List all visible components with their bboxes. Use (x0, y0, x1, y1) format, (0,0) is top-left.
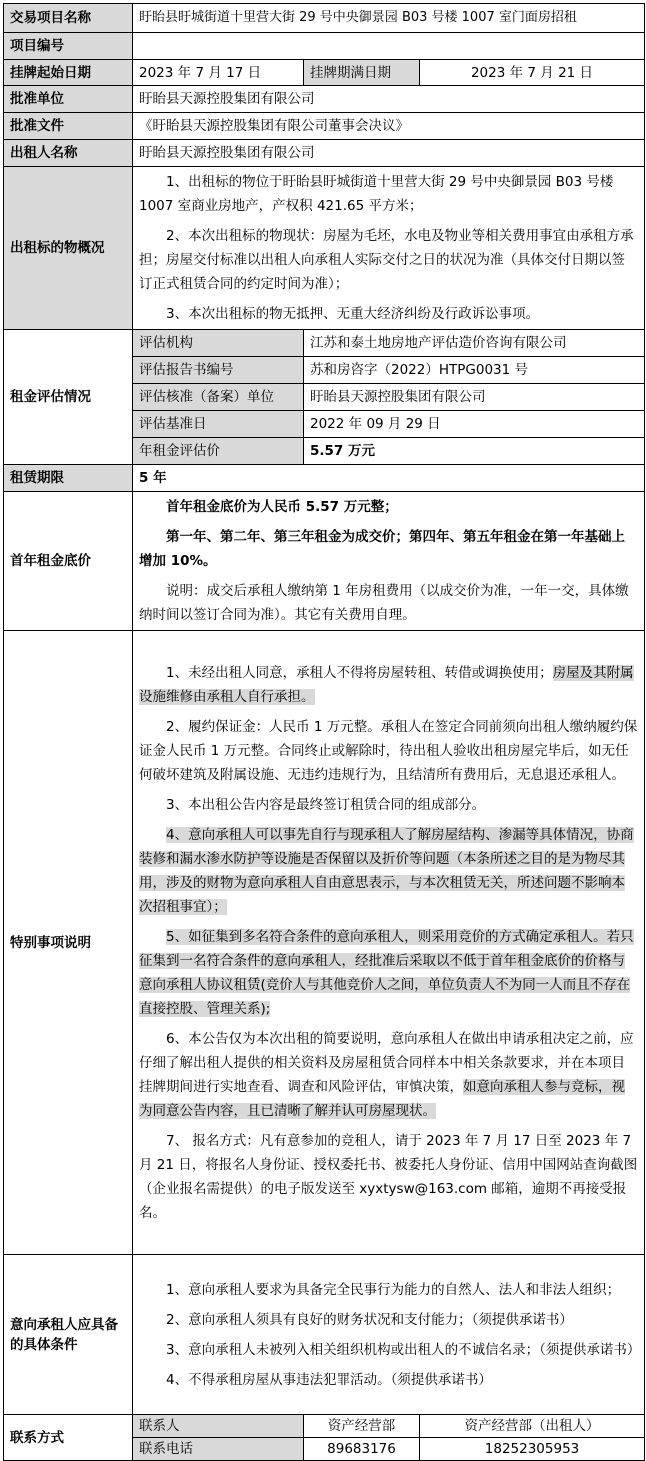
contact-phone-value-2: 18252305953 (420, 1438, 645, 1461)
special-para-2: 2、履约保证金：人民币 1 万元整。承租人在签定合同前须向出租人缴纳履约保证金人民币 1 万元整。合同终止或解除时，待出租人验收出租房屋完毕后，如无任何破坏建筑及附属设施、无违约违规行为，且结清所有费用后，无息退还承租人。 (139, 718, 638, 783)
base-price-line-2: 第一年、第二年、第三年租金为成交价；第四年、第五年租金在第一年基础上增加 10%。 (139, 529, 625, 569)
valuation-key-base-date: 评估基准日 (133, 411, 304, 438)
special-para-3: 3、本出租公告内容是最终签订租赁合同的组成部分。 (166, 796, 486, 813)
valuation-value-base-date: 2022 年 09 月 29 日 (304, 411, 645, 438)
contact-label: 联系方式 (4, 1415, 133, 1461)
valuation-value-annual-rent: 5.57 万元 (304, 438, 645, 465)
end-date-label: 挂牌期满日期 (304, 60, 420, 86)
overview-para-3: 3、本次出租标的物无抵押、无重大经济纠纷及行政诉讼事项。 (166, 306, 540, 322)
project-name-label: 交易项目名称 (4, 4, 133, 33)
project-no-label: 项目编号 (4, 33, 133, 60)
conditions-para-2: 2、意向承租人须具有良好的财务状况和支付能力；（须提供承诺书） (166, 1311, 573, 1328)
valuation-key-annual-rent: 年租金评估价 (133, 438, 304, 465)
approval-unit-label: 批准单位 (4, 86, 133, 113)
approval-doc-label: 批准文件 (4, 113, 133, 140)
special-para-1 (139, 658, 638, 712)
base-price-line-1: 首年租金底价为人民币 5.57 万元整； (166, 499, 398, 515)
row-project-no (4, 33, 645, 60)
row-base-price (4, 492, 645, 631)
row-conditions (4, 1255, 645, 1415)
special-para-6b: 如意向承租人参与竞标，视为同意公告内容，且已清晰了解并认可房屋现状。 (139, 1078, 625, 1119)
row-dates (4, 60, 645, 86)
special-para-6 (139, 1024, 638, 1126)
valuation-label: 租金评估情况 (4, 330, 133, 465)
contact-person-value-2: 资产经营部（出租人） (420, 1415, 645, 1438)
project-no-value (133, 33, 645, 60)
base-price-note: 说明：成交后承租人缴纳第 1 年房租费用（以成交价为准，一年一交，具体缴纳时间以签订合同为准）。其它有关费用自理。 (139, 583, 629, 623)
lessor-value: 盱眙县天源控股集团有限公司 (133, 140, 645, 167)
row-lessor (4, 140, 645, 167)
lease-term-value: 5 年 (133, 465, 645, 492)
special-para-7: 7、 报名方式：凡有意参加的竞租人，请于 2023 年 7 月 17 日至 2023 年 7 月 21 日，将报名人身份证、授权委托书、被委托人身份证、信用中国网站查询截图（企业报名需提供）的电子版发送至 xyxtysw@163.com 邮箱，逾期不再接受报名。 (139, 1132, 638, 1221)
valuation-key-approver: 评估核准（备案）单位 (133, 384, 304, 411)
row-overview (4, 167, 645, 330)
lease-term-label: 租赁期限 (4, 465, 133, 492)
row-lease-term (4, 465, 645, 492)
special-para-5-text: 5、如征集到多名符合条件的意向承租人，则采用竞价的方式确定承租人。若只征集到一名符合条件的意向承租人，经批准后采取以不低于首年租金底价的价格与意向承租人协议租赁(竞价人与其他竞价人之间，单位负责人不为同一人而且不存在直接控股、管理关系); (139, 928, 634, 1017)
row-valuation-1 (4, 330, 645, 357)
overview-para-1: 1、出租标的物位于盱眙县盱城街道十里营大街 29 号中央御景园 B03 号楼 1007 室商业房地产，产权积 421.65 平方米； (139, 174, 614, 214)
valuation-key-agency: 评估机构 (133, 330, 304, 357)
special-label: 特别事项说明 (4, 631, 133, 1255)
special-para-1a: 1、未经出租人同意，承租人不得将房屋转租、转借或调换使用； (166, 664, 553, 681)
contact-phone-value-1: 89683176 (304, 1438, 420, 1461)
start-date-value: 2023 年 7 月 17 日 (133, 60, 304, 86)
special-para-4-text: 4、意向承租人可以事先自行与现承租人了解房屋结构、渗漏等具体情况，协商装修和漏水渗水防护等设施是否保留以及折价等问题（本条所述之目的是为物尽其用，涉及的财物为意向承租人自由意思表示，与本次租赁无关，所述问题不影响本次招租事宜）； (139, 826, 634, 915)
contact-person-value-1: 资产经营部 (304, 1415, 420, 1438)
valuation-value-agency: 江苏和泰土地房地产评估造价咨询有限公司 (304, 330, 645, 357)
valuation-value-report-no: 苏和房咨字（2022）HTPG0031 号 (304, 357, 645, 384)
special-para-5 (139, 922, 638, 1024)
overview-para-2: 2、本次出租标的物现状：房屋为毛坯，水电及物业等相关费用事宜由承租方承担；房屋交付标准以出租人向承租人实际交付之日的状况为准（具体交付日期以签订正式租赁合同的约定时间为准）； (139, 228, 634, 292)
special-content (133, 631, 645, 1255)
contact-phone-label: 联系电话 (133, 1438, 304, 1461)
row-contact-person (4, 1415, 645, 1438)
base-price-label: 首年租金底价 (4, 492, 133, 631)
lessor-label: 出租人名称 (4, 140, 133, 167)
row-approval-doc (4, 113, 645, 140)
approval-unit-value: 盱眙县天源控股集团有限公司 (133, 86, 645, 113)
row-special (4, 631, 645, 1255)
special-para-4 (139, 820, 638, 922)
overview-label: 出租标的物概况 (4, 167, 133, 330)
row-project-name (4, 4, 645, 33)
conditions-label: 意向承租人应具备的具体条件 (4, 1255, 133, 1415)
listing-table (3, 3, 645, 1461)
project-name-value: 盱眙县盱城街道十里营大街 29 号中央御景园 B03 号楼 1007 室门面房招租 (133, 4, 645, 33)
row-approval-unit (4, 86, 645, 113)
contact-person-label: 联系人 (133, 1415, 304, 1438)
overview-content (133, 167, 645, 330)
valuation-value-approver: 盱眙县天源控股集团有限公司 (304, 384, 645, 411)
conditions-para-1: 1、意向承租人要求为具备完全民事行为能力的自然人、法人和非法人组织； (166, 1281, 621, 1298)
approval-doc-value: 《盱眙县天源控股集团有限公司董事会决议》 (133, 113, 645, 140)
special-para-1b: 房屋及其附属设施维修由承租人自行承担。 (139, 664, 634, 705)
conditions-para-4: 4、不得承租房屋从事违法犯罪活动。（须提供承诺书） (166, 1371, 492, 1388)
special-para-6a: 6、本公告仅为本次出租的简要说明，意向承租人在做出申请承租决定之前，应仔细了解出租人提供的相关资料及房屋租赁合同样本中相关条款要求，并在本项目挂牌期间进行实地查看、调查和风险评估，审慎决策， (139, 1030, 634, 1095)
conditions-content (133, 1255, 645, 1415)
valuation-key-report-no: 评估报告书编号 (133, 357, 304, 384)
start-date-label: 挂牌起始日期 (4, 60, 133, 86)
base-price-content (133, 492, 645, 631)
end-date-value: 2023 年 7 月 21 日 (420, 60, 645, 86)
conditions-para-3: 3、意向承租人未被列入相关组织机构或出租人的不诚信名录；（须提供承诺书） (166, 1341, 641, 1358)
